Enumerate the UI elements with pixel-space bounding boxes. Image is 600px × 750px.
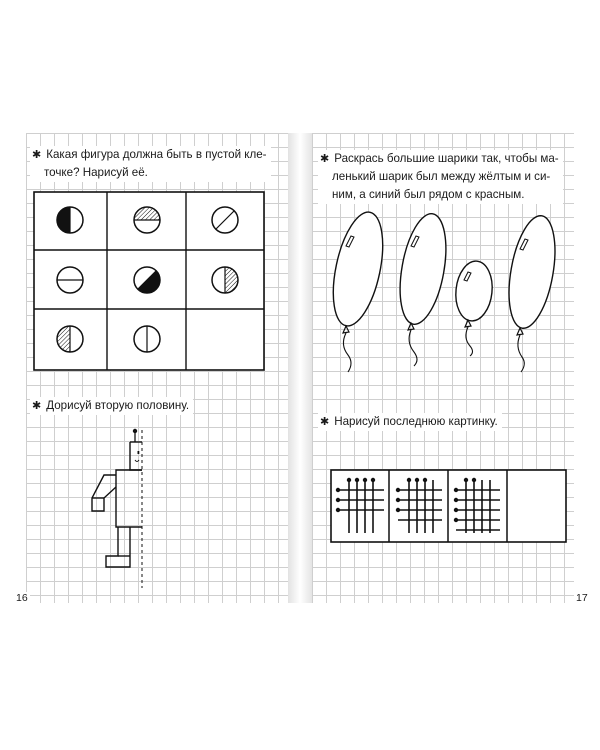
task-text-line: Какая фигура должна быть в пустой кле- (46, 148, 267, 161)
bullet-star-icon: ✱ (320, 153, 330, 165)
bullet-star-icon: ✱ (32, 149, 42, 161)
task-text-line: точке? Нарисуй её. (44, 166, 148, 179)
task-text-line: Дорисуй вторую половину. (46, 399, 190, 412)
page-number-left: 16 (16, 592, 28, 604)
task-text-line: ленький шарик был между жёлтым и си- (332, 170, 551, 183)
page-number-right: 17 (576, 592, 588, 604)
bullet-star-icon: ✱ (32, 400, 42, 412)
task-text-line: ним, а синий был рядом с красным. (332, 188, 525, 201)
task-text-line: Раскрась большие шарики так, чтобы ма- (334, 152, 559, 165)
pattern-panel-empty[interactable] (509, 472, 564, 540)
bullet-star-icon: ✱ (320, 416, 330, 428)
task-text-line: Нарисуй последнюю картинку. (334, 415, 498, 428)
